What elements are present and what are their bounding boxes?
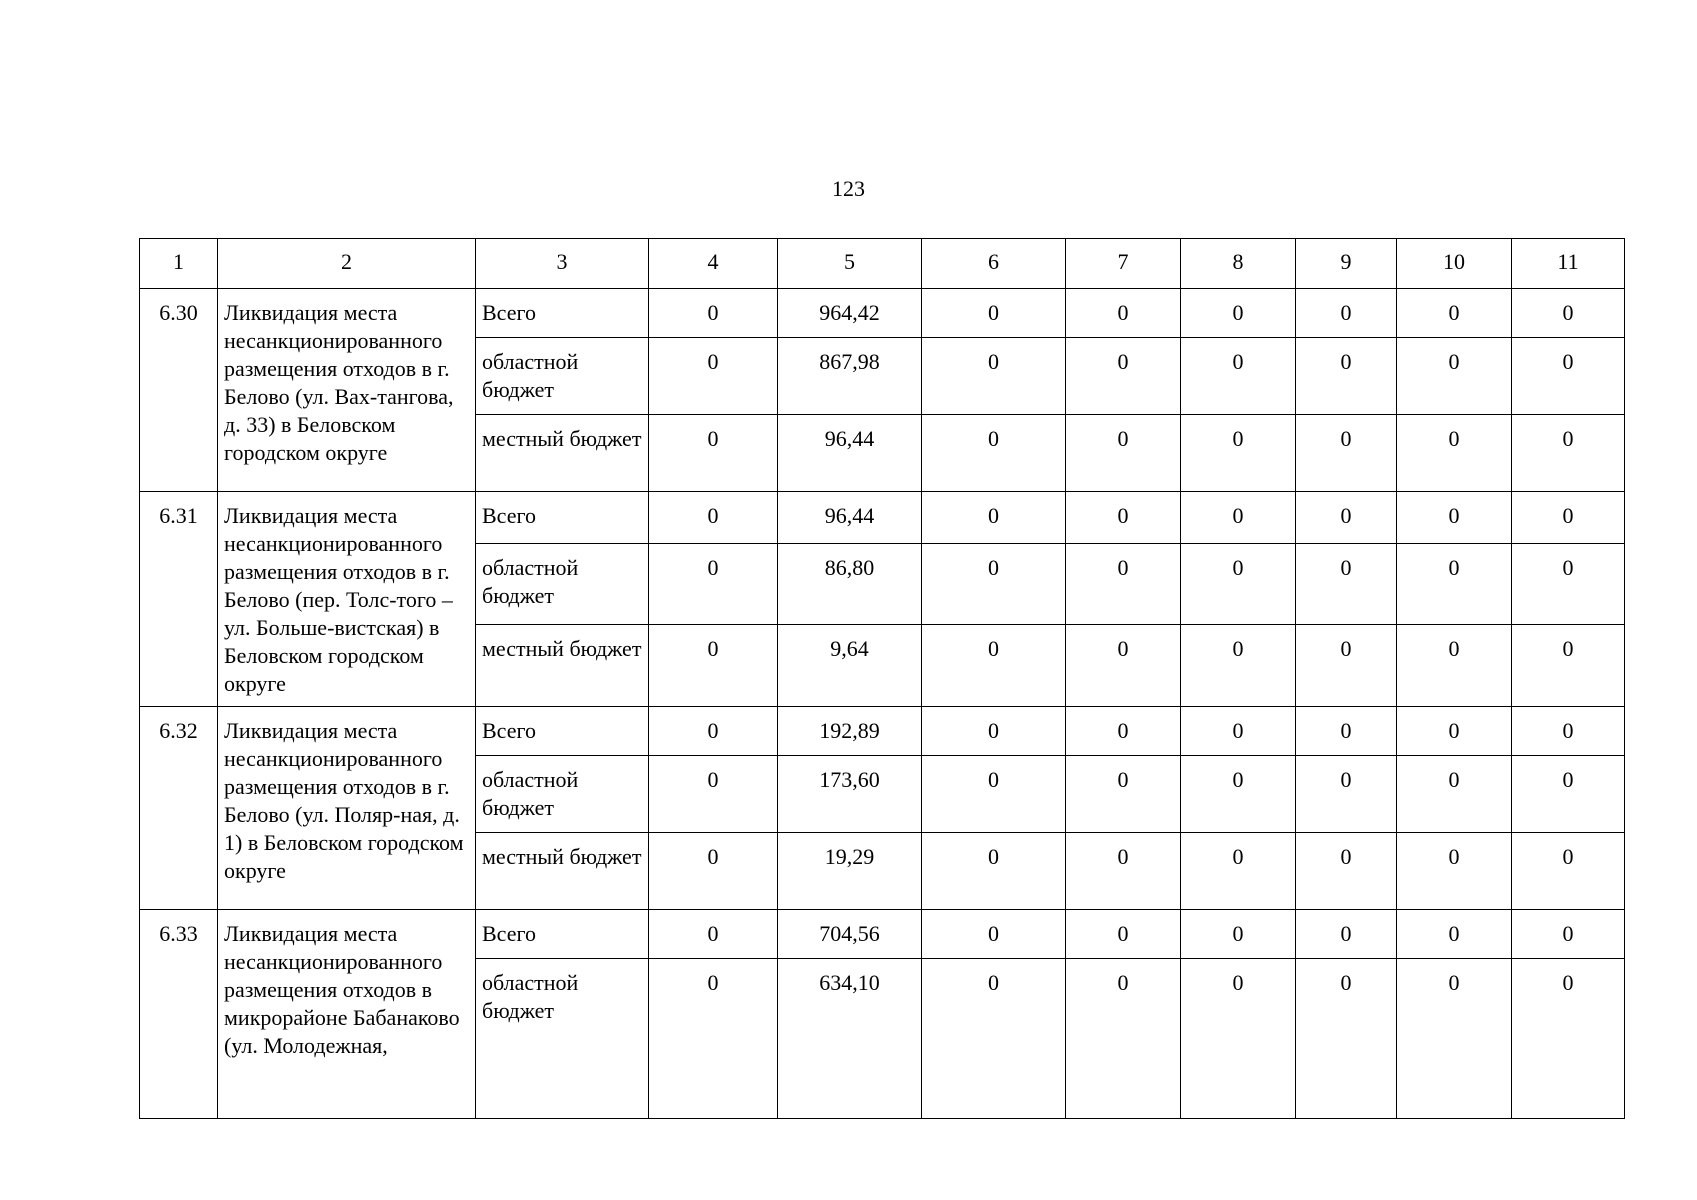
value-cell: 0 xyxy=(1397,959,1512,1119)
value-cell: 0 xyxy=(1181,338,1296,415)
value-cell: 0 xyxy=(1296,833,1397,910)
value-cell: 867,98 xyxy=(778,338,922,415)
value-cell: 0 xyxy=(1397,625,1512,707)
value-cell: 0 xyxy=(1181,492,1296,544)
item-number: 6.30 xyxy=(140,289,218,492)
value-cell: 0 xyxy=(1296,338,1397,415)
column-header: 2 xyxy=(218,239,476,289)
value-cell: 0 xyxy=(1181,833,1296,910)
table-row xyxy=(140,289,1625,338)
item-number: 6.32 xyxy=(140,707,218,910)
value-cell: 0 xyxy=(1066,959,1181,1119)
value-cell: 19,29 xyxy=(778,833,922,910)
funding-source: Всего xyxy=(476,492,649,544)
value-cell: 0 xyxy=(1066,625,1181,707)
item-name xyxy=(218,289,476,492)
table-row xyxy=(140,910,1625,959)
value-cell: 0 xyxy=(1512,415,1625,492)
value-cell: 0 xyxy=(1181,707,1296,756)
column-number-row xyxy=(140,239,1625,289)
value-cell: 0 xyxy=(1296,910,1397,959)
value-cell: 0 xyxy=(1066,833,1181,910)
value-cell: 0 xyxy=(1296,289,1397,338)
item-number: 6.31 xyxy=(140,492,218,707)
value-cell: 0 xyxy=(1512,492,1625,544)
value-cell: 0 xyxy=(1181,543,1296,625)
value-cell: 0 xyxy=(1512,833,1625,910)
value-cell: 964,42 xyxy=(778,289,922,338)
value-cell: 0 xyxy=(1397,833,1512,910)
value-cell: 96,44 xyxy=(778,492,922,544)
item-name-text: Ликвидация места несанкционированного размещения отходов в г. Белово (пер. Толс-того – ул. Больше-вистская) в Беловском городском округе xyxy=(224,503,453,696)
funding-source: областной бюджет xyxy=(476,543,649,625)
value-cell: 0 xyxy=(1512,289,1625,338)
column-header: 5 xyxy=(778,239,922,289)
value-cell: 0 xyxy=(1397,415,1512,492)
funding-source: Всего xyxy=(476,910,649,959)
value-cell: 0 xyxy=(922,959,1066,1119)
funding-source: областной бюджет xyxy=(476,756,649,833)
value-cell: 0 xyxy=(1512,910,1625,959)
value-cell: 0 xyxy=(649,910,778,959)
funding-source: местный бюджет xyxy=(476,625,649,707)
budget-table xyxy=(139,238,1625,1119)
value-cell: 0 xyxy=(1066,910,1181,959)
funding-source: областной бюджет xyxy=(476,959,649,1119)
value-cell: 0 xyxy=(1397,707,1512,756)
value-cell: 0 xyxy=(1066,338,1181,415)
value-cell: 0 xyxy=(922,543,1066,625)
value-cell: 0 xyxy=(649,707,778,756)
value-cell: 0 xyxy=(1512,959,1625,1119)
value-cell: 0 xyxy=(922,289,1066,338)
value-cell: 0 xyxy=(1397,338,1512,415)
column-header: 1 xyxy=(140,239,218,289)
item-name-text: Ликвидация места несанкционированного размещения отходов в г. Белово (ул. Поляр-ная, д. 1) в Беловском городском округе xyxy=(224,718,464,883)
value-cell: 0 xyxy=(649,338,778,415)
value-cell: 0 xyxy=(1181,625,1296,707)
column-header: 4 xyxy=(649,239,778,289)
value-cell: 0 xyxy=(922,492,1066,544)
value-cell: 0 xyxy=(1066,289,1181,338)
value-cell: 0 xyxy=(1181,756,1296,833)
value-cell: 704,56 xyxy=(778,910,922,959)
value-cell: 0 xyxy=(1512,338,1625,415)
value-cell: 0 xyxy=(1296,625,1397,707)
value-cell: 0 xyxy=(649,543,778,625)
column-header: 6 xyxy=(922,239,1066,289)
value-cell: 0 xyxy=(922,833,1066,910)
value-cell: 0 xyxy=(922,415,1066,492)
value-cell: 0 xyxy=(1181,415,1296,492)
table-row xyxy=(140,707,1625,756)
item-name-text: Ликвидация места несанкционированного размещения отходов в г. Белово (ул. Вах-тангова, д. 33) в Беловском городском округе xyxy=(224,300,454,465)
value-cell: 0 xyxy=(1512,543,1625,625)
value-cell: 0 xyxy=(1181,289,1296,338)
value-cell: 0 xyxy=(1066,756,1181,833)
value-cell: 0 xyxy=(1296,707,1397,756)
item-name xyxy=(218,492,476,707)
value-cell: 0 xyxy=(1296,415,1397,492)
funding-source: Всего xyxy=(476,289,649,338)
value-cell: 192,89 xyxy=(778,707,922,756)
value-cell: 0 xyxy=(1066,543,1181,625)
value-cell: 0 xyxy=(1181,959,1296,1119)
value-cell: 0 xyxy=(649,833,778,910)
value-cell: 0 xyxy=(922,910,1066,959)
value-cell: 0 xyxy=(649,959,778,1119)
funding-source: областной бюджет xyxy=(476,338,649,415)
value-cell: 0 xyxy=(1181,910,1296,959)
value-cell: 0 xyxy=(1397,289,1512,338)
value-cell: 0 xyxy=(1397,910,1512,959)
value-cell: 0 xyxy=(649,415,778,492)
column-header: 3 xyxy=(476,239,649,289)
value-cell: 634,10 xyxy=(778,959,922,1119)
item-name xyxy=(218,707,476,910)
page-number: 123 xyxy=(832,176,865,201)
value-cell: 0 xyxy=(1512,756,1625,833)
value-cell: 0 xyxy=(1066,707,1181,756)
value-cell: 96,44 xyxy=(778,415,922,492)
value-cell: 0 xyxy=(649,756,778,833)
column-header: 7 xyxy=(1066,239,1181,289)
value-cell: 0 xyxy=(922,756,1066,833)
value-cell: 0 xyxy=(1397,756,1512,833)
value-cell: 86,80 xyxy=(778,543,922,625)
column-header: 11 xyxy=(1512,239,1625,289)
value-cell: 0 xyxy=(1512,707,1625,756)
value-cell: 0 xyxy=(922,625,1066,707)
value-cell: 0 xyxy=(1066,415,1181,492)
value-cell: 0 xyxy=(922,707,1066,756)
value-cell: 0 xyxy=(1296,959,1397,1119)
value-cell: 0 xyxy=(1296,492,1397,544)
value-cell: 0 xyxy=(922,338,1066,415)
value-cell: 0 xyxy=(649,492,778,544)
value-cell: 9,64 xyxy=(778,625,922,707)
funding-source: местный бюджет xyxy=(476,415,649,492)
value-cell: 0 xyxy=(649,625,778,707)
value-cell: 0 xyxy=(649,289,778,338)
item-name-text: Ликвидация места несанкционированного размещения отходов в микрорайоне Бабанаково (ул. Молодежная, xyxy=(224,921,460,1058)
table-row xyxy=(140,492,1625,544)
value-cell: 0 xyxy=(1397,543,1512,625)
value-cell: 0 xyxy=(1296,756,1397,833)
item-number: 6.33 xyxy=(140,910,218,1119)
column-header: 8 xyxy=(1181,239,1296,289)
value-cell: 0 xyxy=(1066,492,1181,544)
column-header: 10 xyxy=(1397,239,1512,289)
funding-source: местный бюджет xyxy=(476,833,649,910)
item-name xyxy=(218,910,476,1119)
value-cell: 0 xyxy=(1512,625,1625,707)
column-header: 9 xyxy=(1296,239,1397,289)
value-cell: 0 xyxy=(1397,492,1512,544)
value-cell: 0 xyxy=(1296,543,1397,625)
funding-source: Всего xyxy=(476,707,649,756)
value-cell: 173,60 xyxy=(778,756,922,833)
